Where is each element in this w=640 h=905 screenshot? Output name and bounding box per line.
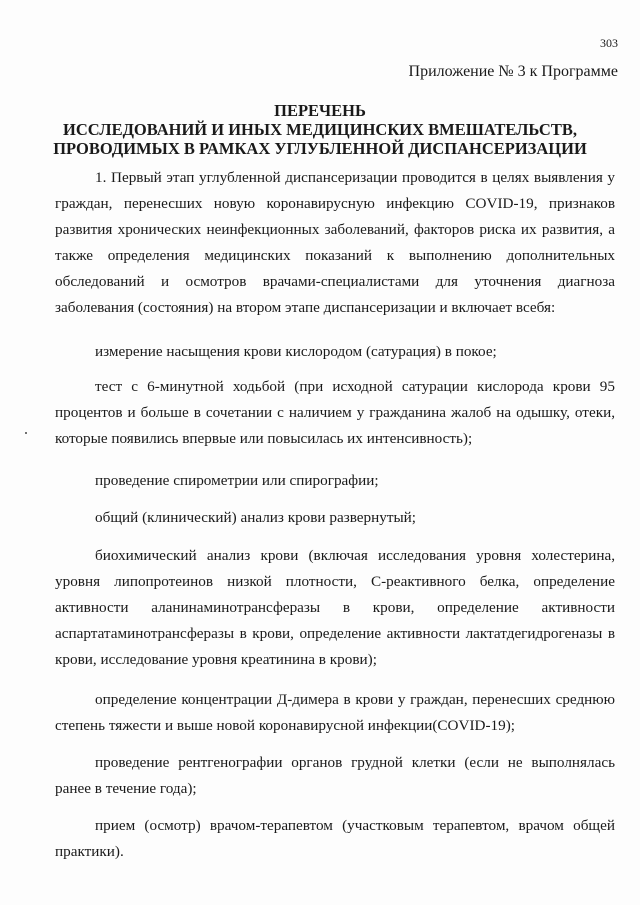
scan-speck <box>25 432 27 434</box>
list-item-saturation: измерение насыщения крови кислородом (сатурация) в покое; <box>95 343 497 360</box>
page-number: 303 <box>600 36 618 50</box>
list-item-walk-test: тест с 6-минутной ходьбой (при исходной сатурации кислорода крови 95 процентов и больше в сочетании с наличием у гражданина жалоб на одышку, отеки, которые появились впервые или повысилась их интенсивность); <box>55 378 615 447</box>
list-item-therapist-exam: прием (осмотр) врачом-терапевтом (участковым терапевтом, врачом общей практики). <box>55 817 615 860</box>
appendix-heading: Приложение № 3 к Программе <box>408 63 618 80</box>
list-item-blood-count: общий (клинический) анализ крови развернутый; <box>95 509 417 526</box>
list-item-d-dimer: определение концентрации Д-димера в крови у граждан, перенесших среднюю степень тяжести и выше новой коронавирусной инфекции(COVID-19); <box>55 691 615 734</box>
title-line-3: ПРОВОДИМЫХ В РАМКАХ УГЛУБЛЕННОЙ ДИСПАНСЕРИЗАЦИИ <box>53 139 587 158</box>
list-item-spirometry: проведение спирометрии или спирографии; <box>95 472 379 489</box>
list-item-chest-xray: проведение рентгенографии органов грудной клетки (если не выполнялась ранее в течение года); <box>55 754 615 797</box>
list-item-biochemistry: биохимический анализ крови (включая исследования уровня холестерина, уровня липопротеинов низкой плотности, С-реактивного белка, определение активности аланинаминотрансферазы в крови, определение активности аспартатаминотрансферазы в крови, определение активности лактатдегидрогеназы в крови, исследование уровня креатинина в крови); <box>55 547 615 668</box>
intro-paragraph: 1. Первый этап углубленной диспансеризации проводится в целях выявления у граждан, перенесших новую коронавирусную инфекцию COVID-19, признаков развития хронических неинфекционных заболеваний, факторов риска их развития, а также определения медицинских показаний к выполнению дополнительных обследований и осмотров врачами-специалистами для уточнения диагноза заболевания (состояния) на втором этапе диспансеризации и включает всебя: <box>55 169 615 316</box>
document-title <box>0 101 640 158</box>
title-line-2: ИССЛЕДОВАНИЙ И ИНЫХ МЕДИЦИНСКИХ ВМЕШАТЕЛЬСТВ, <box>63 120 577 139</box>
title-line-1: ПЕРЕЧЕНЬ <box>274 101 366 120</box>
